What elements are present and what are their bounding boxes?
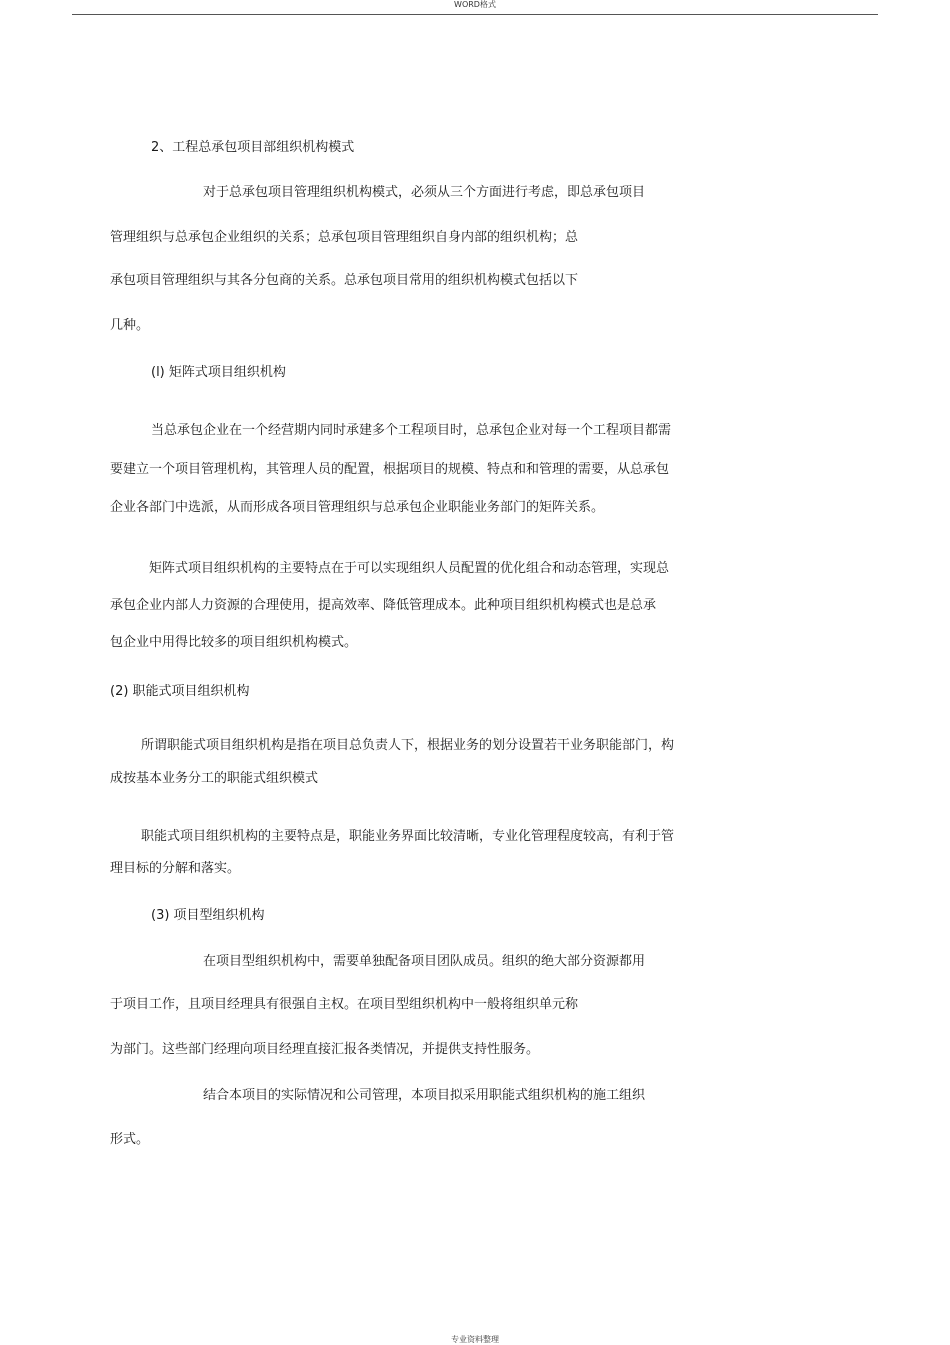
paragraph-line: 职能式项目组织机构的主要特点是，职能业务界面比较清晰，专业化管理程度较高，有利于管 bbox=[141, 829, 675, 844]
paragraph-line: 结合本项目的实际情况和公司管理，本项目拟采用职能式组织机构的施工组织 bbox=[203, 1088, 646, 1103]
paragraph-line: 所谓职能式项目组织机构是指在项目总负责人下，根据业务的划分设置若干业务职能部门，构 bbox=[141, 738, 675, 753]
paragraph-line: 包企业中用得比较多的项目组织机构模式。 bbox=[110, 635, 358, 650]
paragraph-line: 成按基本业务分工的职能式组织模式 bbox=[110, 771, 319, 786]
page-footer: 专业资料整理 bbox=[451, 1335, 499, 1344]
paragraph-line: 在项目型组织机构中，需要单独配备项目团队成员。组织的绝大部分资源都用 bbox=[203, 954, 646, 969]
paragraph-line: 矩阵式项目组织机构的主要特点在于可以实现组织人员配置的优化组合和动态管理，实现总 bbox=[149, 561, 670, 576]
paragraph-line: 形式。 bbox=[110, 1132, 150, 1147]
paragraph-line: 要建立一个项目管理机构，其管理人员的配置，根据项目的规模、特点和和管理的需要，从总承包 bbox=[110, 462, 670, 477]
subsection-heading: (2) 职能式项目组织机构 bbox=[110, 684, 250, 699]
section-heading: 2、工程总承包项目部组织机构模式 bbox=[151, 140, 355, 155]
paragraph-line: 当总承包企业在一个经营期内同时承建多个工程项目时，总承包企业对每一个工程项目都需 bbox=[151, 423, 672, 438]
header-rule bbox=[72, 14, 878, 15]
subsection-heading: (3) 项目型组织机构 bbox=[151, 908, 265, 923]
subsection-heading: (l) 矩阵式项目组织机构 bbox=[151, 365, 286, 380]
paragraph-line: 为部门。这些部门经理向项目经理直接汇报各类情况，并提供支持性服务。 bbox=[110, 1042, 540, 1057]
paragraph-line: 承包项目管理组织与其各分包商的关系。总承包项目常用的组织机构模式包括以下 bbox=[110, 273, 579, 288]
paragraph-line: 企业各部门中选派，从而形成各项目管理组织与总承包企业职能业务部门的矩阵关系。 bbox=[110, 500, 605, 515]
paragraph-line: 理目标的分解和落实。 bbox=[110, 861, 241, 876]
paragraph-line: 管理组织与总承包企业组织的关系；总承包项目管理组织自身内部的组织机构；总 bbox=[110, 230, 579, 245]
paragraph-line: 对于总承包项目管理组织机构模式，必须从三个方面进行考虑，即总承包项目 bbox=[203, 185, 646, 200]
paragraph-line: 承包企业内部人力资源的合理使用，提高效率、降低管理成本。此种项目组织机构模式也是总承 bbox=[110, 598, 657, 613]
paragraph-line: 于项目工作，且项目经理具有很强自主权。在项目型组织机构中一般将组织单元称 bbox=[110, 997, 579, 1012]
page-header: WORD格式 bbox=[454, 0, 496, 9]
paragraph-line: 几种。 bbox=[110, 318, 150, 333]
